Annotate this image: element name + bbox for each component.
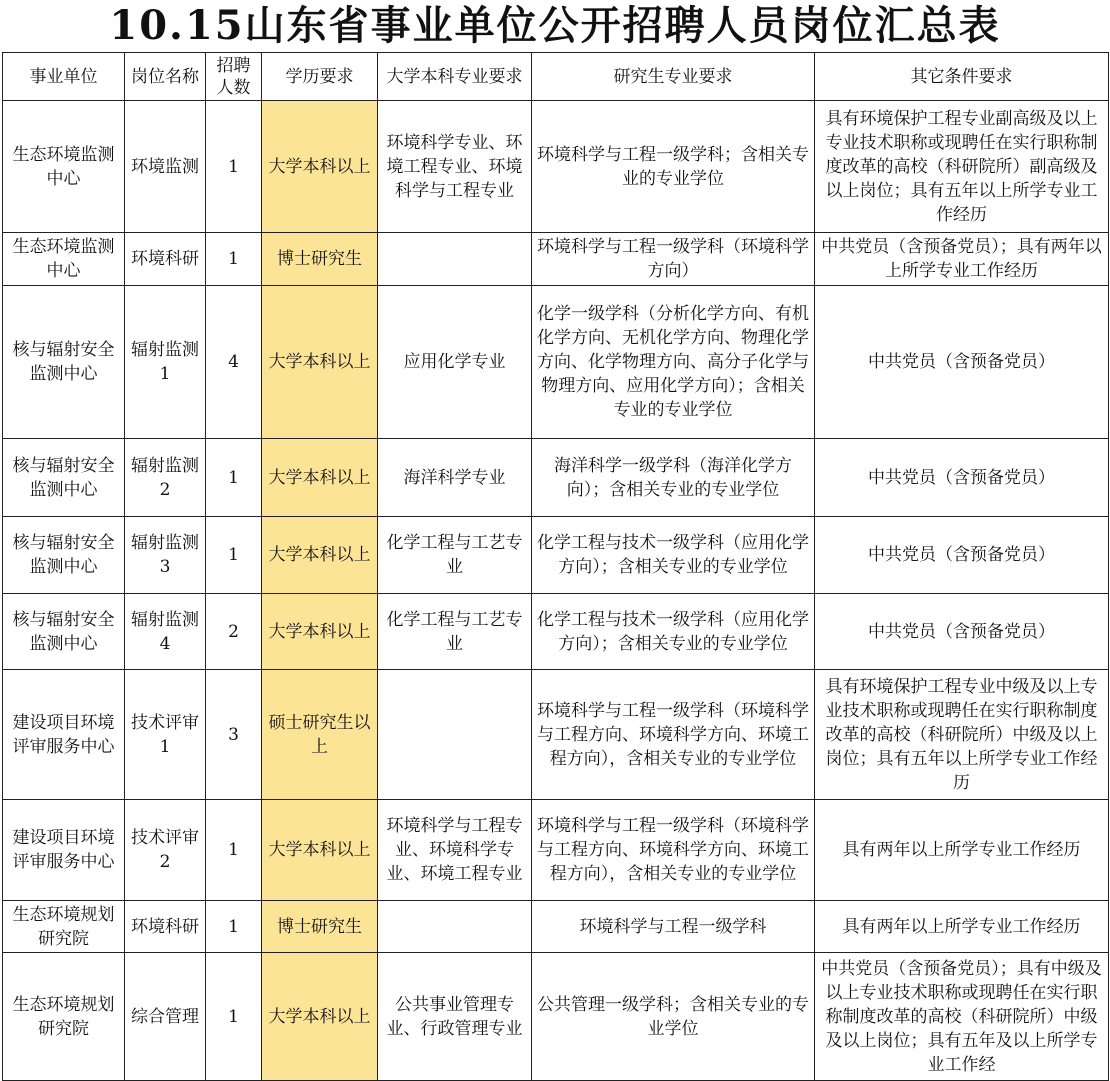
table-row	[3, 286, 1109, 439]
cell-undergrad: 应用化学专业	[378, 286, 532, 439]
cell-unit: 生态环境规划研究院	[3, 901, 125, 953]
cell-count: 1	[206, 953, 262, 1081]
cell-count: 4	[206, 286, 262, 439]
cell-grad: 化学工程与技术一级学科（应用化学方向）；含相关专业的专业学位	[532, 594, 815, 670]
cell-other: 具有两年以上所学专业工作经历	[815, 901, 1109, 953]
cell-education: 大学本科以上	[262, 101, 378, 233]
cell-education: 大学本科以上	[262, 953, 378, 1081]
cell-unit: 核与辐射安全监测中心	[3, 594, 125, 670]
header-row	[3, 53, 1109, 101]
cell-undergrad: 化学工程与工艺专业	[378, 517, 532, 594]
cell-grad: 环境科学与工程一级学科（环境科学方向）	[532, 233, 815, 286]
cell-grad: 环境科学与工程一级学科	[532, 901, 815, 953]
cell-grad: 公共管理一级学科；含相关专业的专业学位	[532, 953, 815, 1081]
table-row	[3, 800, 1109, 901]
cell-count: 1	[206, 800, 262, 901]
cell-post: 环境科研	[125, 233, 206, 286]
cell-other: 中共党员（含预备党员）	[815, 594, 1109, 670]
cell-undergrad	[378, 670, 532, 800]
cell-count: 3	[206, 670, 262, 800]
cell-undergrad: 环境科学专业、环境工程专业、环境科学与工程专业	[378, 101, 532, 233]
cell-education: 大学本科以上	[262, 439, 378, 517]
cell-unit: 生态环境监测中心	[3, 101, 125, 233]
cell-unit: 核与辐射安全监测中心	[3, 286, 125, 439]
cell-undergrad	[378, 233, 532, 286]
cell-other: 具有两年以上所学专业工作经历	[815, 800, 1109, 901]
cell-education: 大学本科以上	[262, 517, 378, 594]
cell-undergrad: 化学工程与工艺专业	[378, 594, 532, 670]
cell-unit: 建设项目环境评审服务中心	[3, 670, 125, 800]
cell-post: 综合管理	[125, 953, 206, 1081]
cell-count: 1	[206, 901, 262, 953]
cell-education: 博士研究生	[262, 901, 378, 953]
cell-post: 环境监测	[125, 101, 206, 233]
cell-grad: 环境科学与工程一级学科（环境科学与工程方向、环境科学方向、环境工程方向），含相关专业的专业学位	[532, 670, 815, 800]
table-row	[3, 101, 1109, 233]
recruitment-table	[2, 52, 1109, 1081]
cell-undergrad	[378, 901, 532, 953]
cell-unit: 生态环境规划研究院	[3, 953, 125, 1081]
cell-post: 辐射监测4	[125, 594, 206, 670]
cell-other: 中共党员（含预备党员）	[815, 439, 1109, 517]
table-row	[3, 670, 1109, 800]
table-row	[3, 953, 1109, 1081]
cell-unit: 建设项目环境评审服务中心	[3, 800, 125, 901]
cell-count: 2	[206, 594, 262, 670]
header-grad: 研究生专业要求	[532, 53, 815, 101]
cell-unit: 核与辐射安全监测中心	[3, 439, 125, 517]
header-undergrad: 大学本科专业要求	[378, 53, 532, 101]
cell-undergrad: 海洋科学专业	[378, 439, 532, 517]
table-row	[3, 594, 1109, 670]
cell-count: 1	[206, 101, 262, 233]
cell-post: 技术评审2	[125, 800, 206, 901]
cell-grad: 化学工程与技术一级学科（应用化学方向）；含相关专业的专业学位	[532, 517, 815, 594]
header-post: 岗位名称	[125, 53, 206, 101]
header-count: 招聘人数	[206, 53, 262, 101]
cell-post: 辐射监测3	[125, 517, 206, 594]
cell-education: 大学本科以上	[262, 286, 378, 439]
header-other: 其它条件要求	[815, 53, 1109, 101]
table-row	[3, 233, 1109, 286]
table-row	[3, 439, 1109, 517]
cell-grad: 环境科学与工程一级学科；含相关专业的专业学位	[532, 101, 815, 233]
table-row	[3, 517, 1109, 594]
cell-grad: 环境科学与工程一级学科（环境科学与工程方向、环境科学方向、环境工程方向），含相关专业的专业学位	[532, 800, 815, 901]
cell-post: 辐射监测2	[125, 439, 206, 517]
cell-other: 具有环境保护工程专业中级及以上专业技术职称或现聘任在实行职称制度改革的高校（科研院所）中级及以上岗位；具有五年以上所学专业工作经历	[815, 670, 1109, 800]
cell-post: 环境科研	[125, 901, 206, 953]
cell-undergrad: 公共事业管理专业、行政管理专业	[378, 953, 532, 1081]
cell-education: 大学本科以上	[262, 800, 378, 901]
cell-unit: 核与辐射安全监测中心	[3, 517, 125, 594]
cell-undergrad: 环境科学与工程专业、环境科学专业、环境工程专业	[378, 800, 532, 901]
cell-other: 中共党员（含预备党员）	[815, 517, 1109, 594]
cell-other: 中共党员（含预备党员）	[815, 286, 1109, 439]
cell-post: 辐射监测1	[125, 286, 206, 439]
table-row	[3, 901, 1109, 953]
header-unit: 事业单位	[3, 53, 125, 101]
cell-other: 具有环境保护工程专业副高级及以上专业技术职称或现聘任在实行职称制度改革的高校（科研院所）副高级及以上岗位；具有五年以上所学专业工作经历	[815, 101, 1109, 233]
page-title: 10.15山东省事业单位公开招聘人员岗位汇总表	[109, 2, 1001, 49]
cell-count: 1	[206, 439, 262, 517]
cell-education: 博士研究生	[262, 233, 378, 286]
cell-post: 技术评审1	[125, 670, 206, 800]
cell-other: 中共党员（含预备党员）；具有两年以上所学专业工作经历	[815, 233, 1109, 286]
cell-grad: 化学一级学科（分析化学方向、有机化学方向、无机化学方向、物理化学方向、化学物理方向、高分子化学与物理方向、应用化学方向）；含相关专业的专业学位	[532, 286, 815, 439]
cell-other: 中共党员（含预备党员）；具有中级及以上专业技术职称或现聘任在实行职称制度改革的高校（科研院所）中级及以上岗位；具有五年及以上所学专业工作经	[815, 953, 1109, 1081]
cell-count: 1	[206, 517, 262, 594]
header-education: 学历要求	[262, 53, 378, 101]
cell-grad: 海洋科学一级学科（海洋化学方向）；含相关专业的专业学位	[532, 439, 815, 517]
cell-education: 大学本科以上	[262, 594, 378, 670]
cell-education: 硕士研究生以上	[262, 670, 378, 800]
cell-unit: 生态环境监测中心	[3, 233, 125, 286]
cell-count: 1	[206, 233, 262, 286]
